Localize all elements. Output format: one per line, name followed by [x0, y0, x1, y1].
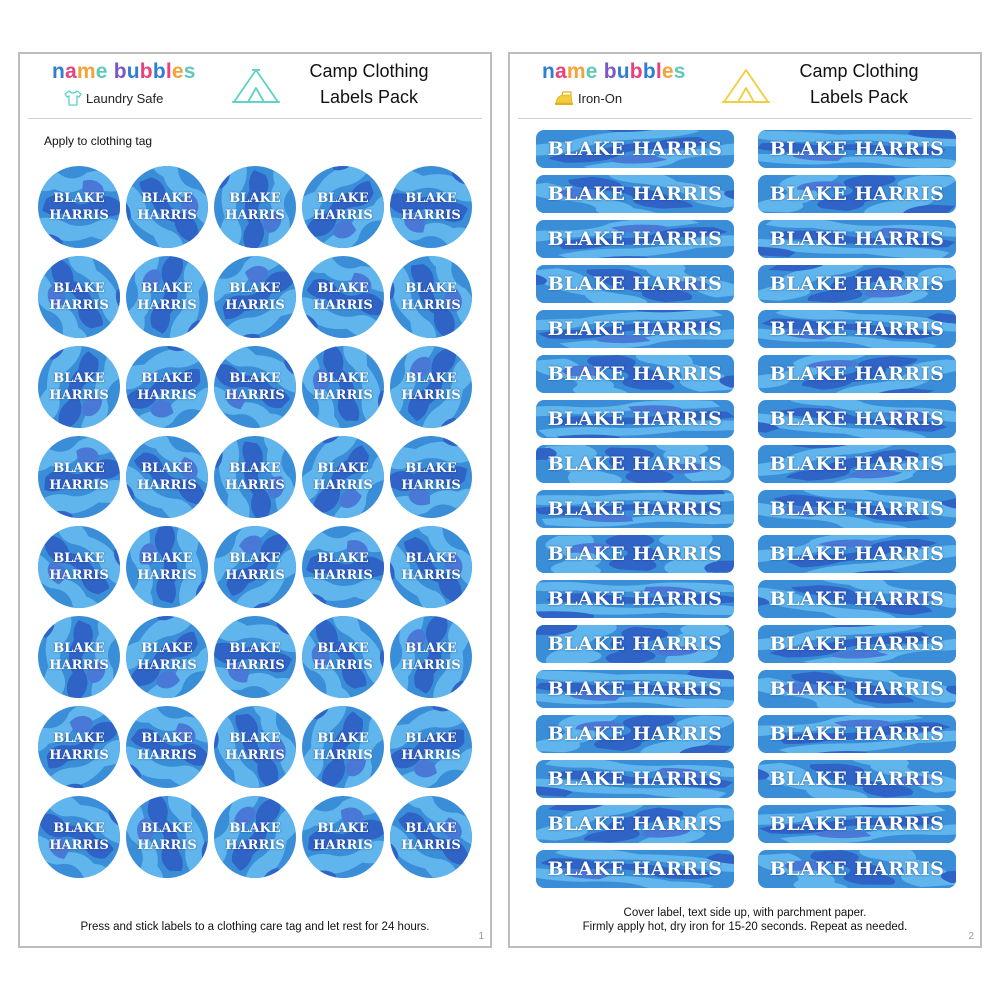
label-last-name: HARRIS	[137, 568, 197, 583]
circle-name-label	[214, 616, 296, 698]
feature-label: Iron-On	[578, 90, 623, 106]
label-first-name: BLAKE	[53, 641, 105, 656]
circle-name-label	[302, 346, 384, 428]
rect-name-label	[758, 220, 956, 258]
label-first-name: BLAKE	[229, 371, 281, 386]
instruction-subtitle: Apply to clothing tag	[44, 134, 153, 148]
label-last-name: HARRIS	[49, 478, 109, 493]
label-name-text: BLAKE HARRIS	[769, 138, 945, 160]
circle-name-label	[126, 526, 208, 608]
label-first-name: BLAKE	[141, 551, 193, 566]
label-name-text: BLAKE HARRIS	[769, 318, 945, 340]
label-last-name: HARRIS	[49, 208, 109, 223]
label-name-text: BLAKE HARRIS	[547, 723, 723, 745]
label-first-name: BLAKE	[405, 551, 457, 566]
label-first-name: BLAKE	[229, 281, 281, 296]
label-name-text: BLAKE HARRIS	[769, 768, 945, 790]
circle-name-label	[126, 706, 208, 788]
label-name-text: BLAKE HARRIS	[769, 723, 945, 745]
circle-name-label	[38, 166, 120, 248]
label-first-name: BLAKE	[317, 371, 369, 386]
label-last-name: HARRIS	[49, 388, 109, 403]
label-last-name: HARRIS	[401, 208, 461, 223]
label-name-text: BLAKE HARRIS	[547, 318, 723, 340]
label-last-name: HARRIS	[225, 748, 285, 763]
label-name-text: BLAKE HARRIS	[769, 633, 945, 655]
circle-name-label	[38, 436, 120, 518]
label-last-name: HARRIS	[49, 298, 109, 313]
label-first-name: BLAKE	[405, 821, 457, 836]
circle-name-label	[214, 346, 296, 428]
label-name-text: BLAKE HARRIS	[769, 228, 945, 250]
label-name-text: BLAKE HARRIS	[769, 543, 945, 565]
shirt-icon	[64, 90, 82, 106]
label-name-text: BLAKE HARRIS	[769, 813, 945, 835]
rect-name-label	[758, 175, 956, 213]
title-line-2: Labels Pack	[809, 87, 909, 107]
circle-name-label	[302, 256, 384, 338]
label-last-name: HARRIS	[137, 478, 197, 493]
label-name-text: BLAKE HARRIS	[547, 498, 723, 520]
iron-on-sheet	[508, 52, 982, 948]
rect-name-label	[536, 220, 734, 258]
rect-name-label	[758, 310, 956, 348]
label-last-name: HARRIS	[401, 748, 461, 763]
label-first-name: BLAKE	[317, 191, 369, 206]
label-first-name: BLAKE	[141, 281, 193, 296]
brand-logo: name bubbles	[52, 60, 196, 83]
header-divider	[518, 118, 972, 119]
feature-label: Laundry Safe	[86, 90, 164, 106]
label-name-text: BLAKE HARRIS	[769, 363, 945, 385]
rect-name-label	[758, 535, 956, 573]
title-line-1: Camp Clothing	[309, 61, 429, 81]
rect-name-label	[758, 805, 956, 843]
label-last-name: HARRIS	[401, 478, 461, 493]
feature-badge	[64, 90, 163, 106]
rect-name-label	[536, 760, 734, 798]
label-first-name: BLAKE	[141, 461, 193, 476]
brand-logo: name bubbles	[542, 60, 686, 83]
label-last-name: HARRIS	[49, 838, 109, 853]
label-name-text: BLAKE HARRIS	[769, 498, 945, 520]
sheet-title	[284, 58, 454, 110]
label-last-name: HARRIS	[137, 748, 197, 763]
label-name-text: BLAKE HARRIS	[769, 678, 945, 700]
label-last-name: HARRIS	[313, 568, 373, 583]
rect-name-label	[536, 490, 734, 528]
circle-name-label	[126, 616, 208, 698]
rect-name-label	[536, 175, 734, 213]
laundry-safe-sheet	[18, 52, 492, 948]
rect-name-label	[536, 625, 734, 663]
rect-name-label	[758, 850, 956, 888]
label-first-name: BLAKE	[141, 371, 193, 386]
label-first-name: BLAKE	[229, 191, 281, 206]
circle-name-label	[214, 256, 296, 338]
label-last-name: HARRIS	[137, 838, 197, 853]
label-first-name: BLAKE	[317, 551, 369, 566]
label-name-text: BLAKE HARRIS	[547, 138, 723, 160]
header-divider	[28, 118, 482, 119]
label-first-name: BLAKE	[53, 731, 105, 746]
label-name-text: BLAKE HARRIS	[547, 858, 723, 880]
circle-name-label	[126, 256, 208, 338]
rect-name-label	[758, 715, 956, 753]
label-last-name: HARRIS	[313, 838, 373, 853]
label-last-name: HARRIS	[401, 568, 461, 583]
circle-name-label	[38, 256, 120, 338]
label-name-text: BLAKE HARRIS	[769, 183, 945, 205]
label-last-name: HARRIS	[313, 478, 373, 493]
rect-name-label	[536, 805, 734, 843]
label-last-name: HARRIS	[137, 298, 197, 313]
tent-icon	[720, 66, 772, 106]
label-last-name: HARRIS	[49, 748, 109, 763]
circle-name-label	[302, 616, 384, 698]
label-first-name: BLAKE	[229, 731, 281, 746]
label-first-name: BLAKE	[141, 191, 193, 206]
rect-name-label	[536, 310, 734, 348]
rect-name-label	[758, 625, 956, 663]
label-last-name: HARRIS	[49, 568, 109, 583]
circle-name-label	[126, 436, 208, 518]
label-name-text: BLAKE HARRIS	[769, 858, 945, 880]
footer-line-2: Firmly apply hot, dry iron for 15-20 seconds. Repeat as needed.	[582, 921, 908, 933]
circle-name-label	[302, 796, 384, 878]
circle-name-label	[390, 526, 472, 608]
circle-name-label	[390, 706, 472, 788]
label-last-name: HARRIS	[225, 478, 285, 493]
label-last-name: HARRIS	[401, 658, 461, 673]
label-first-name: BLAKE	[229, 551, 281, 566]
rect-name-label	[536, 355, 734, 393]
rect-name-label	[536, 265, 734, 303]
label-first-name: BLAKE	[53, 371, 105, 386]
title-line-1: Camp Clothing	[799, 61, 919, 81]
label-name-text: BLAKE HARRIS	[547, 363, 723, 385]
circle-name-label	[126, 796, 208, 878]
circle-name-label	[214, 526, 296, 608]
label-first-name: BLAKE	[405, 191, 457, 206]
label-name-text: BLAKE HARRIS	[769, 588, 945, 610]
label-first-name: BLAKE	[141, 731, 193, 746]
circle-name-label	[390, 796, 472, 878]
rect-name-label	[536, 130, 734, 168]
label-name-text: BLAKE HARRIS	[547, 678, 723, 700]
circle-name-label	[38, 346, 120, 428]
rect-name-label	[758, 760, 956, 798]
rect-name-label	[536, 850, 734, 888]
circle-name-label	[214, 706, 296, 788]
instructions-footer	[30, 920, 480, 934]
circle-name-label	[214, 796, 296, 878]
label-last-name: HARRIS	[313, 388, 373, 403]
rect-name-label	[758, 670, 956, 708]
footer-line-1: Cover label, text side up, with parchment paper.	[623, 907, 867, 919]
label-first-name: BLAKE	[141, 641, 193, 656]
label-first-name: BLAKE	[141, 821, 193, 836]
rect-name-label	[758, 265, 956, 303]
rect-name-label	[536, 445, 734, 483]
label-last-name: HARRIS	[137, 658, 197, 673]
circle-name-label	[38, 616, 120, 698]
instructions-footer	[520, 906, 970, 934]
rect-name-label	[758, 400, 956, 438]
label-first-name: BLAKE	[405, 641, 457, 656]
label-first-name: BLAKE	[317, 641, 369, 656]
label-first-name: BLAKE	[53, 281, 105, 296]
rect-name-label	[536, 715, 734, 753]
iron-icon	[554, 90, 574, 106]
label-first-name: BLAKE	[53, 461, 105, 476]
label-first-name: BLAKE	[317, 821, 369, 836]
label-name-text: BLAKE HARRIS	[547, 228, 723, 250]
label-last-name: HARRIS	[313, 748, 373, 763]
label-last-name: HARRIS	[225, 298, 285, 313]
label-name-text: BLAKE HARRIS	[547, 453, 723, 475]
label-last-name: HARRIS	[225, 568, 285, 583]
tent-icon	[230, 66, 282, 106]
circle-name-label	[390, 166, 472, 248]
label-first-name: BLAKE	[317, 731, 369, 746]
label-first-name: BLAKE	[405, 281, 457, 296]
circle-name-label	[214, 436, 296, 518]
circle-name-label	[390, 436, 472, 518]
label-name-text: BLAKE HARRIS	[769, 453, 945, 475]
label-name-text: BLAKE HARRIS	[547, 813, 723, 835]
circle-name-label	[390, 346, 472, 428]
rect-name-label	[536, 400, 734, 438]
label-first-name: BLAKE	[229, 461, 281, 476]
label-first-name: BLAKE	[405, 461, 457, 476]
label-first-name: BLAKE	[405, 731, 457, 746]
circle-label-grid	[38, 166, 478, 886]
label-name-text: BLAKE HARRIS	[769, 408, 945, 430]
label-first-name: BLAKE	[53, 191, 105, 206]
label-last-name: HARRIS	[401, 388, 461, 403]
label-last-name: HARRIS	[313, 208, 373, 223]
label-last-name: HARRIS	[225, 388, 285, 403]
rect-name-label	[536, 580, 734, 618]
label-name-text: BLAKE HARRIS	[769, 273, 945, 295]
circle-name-label	[302, 166, 384, 248]
label-first-name: BLAKE	[229, 821, 281, 836]
label-first-name: BLAKE	[317, 281, 369, 296]
label-last-name: HARRIS	[401, 838, 461, 853]
circle-name-label	[302, 706, 384, 788]
label-first-name: BLAKE	[53, 821, 105, 836]
circle-name-label	[126, 346, 208, 428]
label-last-name: HARRIS	[225, 658, 285, 673]
rect-name-label	[758, 580, 956, 618]
label-first-name: BLAKE	[229, 641, 281, 656]
label-last-name: HARRIS	[225, 208, 285, 223]
rect-name-label	[536, 535, 734, 573]
label-name-text: BLAKE HARRIS	[547, 543, 723, 565]
rect-name-label	[758, 130, 956, 168]
feature-badge	[554, 90, 622, 106]
label-first-name: BLAKE	[405, 371, 457, 386]
circle-name-label	[302, 436, 384, 518]
rect-name-label	[758, 445, 956, 483]
circle-name-label	[390, 616, 472, 698]
label-last-name: HARRIS	[137, 388, 197, 403]
label-last-name: HARRIS	[313, 658, 373, 673]
label-name-text: BLAKE HARRIS	[547, 768, 723, 790]
circle-name-label	[38, 526, 120, 608]
label-name-text: BLAKE HARRIS	[547, 273, 723, 295]
title-line-2: Labels Pack	[319, 87, 419, 107]
page-number: 1	[478, 931, 484, 942]
label-last-name: HARRIS	[401, 298, 461, 313]
circle-name-label	[126, 166, 208, 248]
footer-line-1: Press and stick labels to a clothing care tag and let rest for 24 hours.	[80, 921, 430, 933]
circle-name-label	[214, 166, 296, 248]
label-name-text: BLAKE HARRIS	[547, 183, 723, 205]
label-first-name: BLAKE	[317, 461, 369, 476]
label-last-name: HARRIS	[49, 658, 109, 673]
label-name-text: BLAKE HARRIS	[547, 588, 723, 610]
label-last-name: HARRIS	[225, 838, 285, 853]
circle-name-label	[38, 796, 120, 878]
sheet-title	[774, 58, 944, 110]
label-name-text: BLAKE HARRIS	[547, 633, 723, 655]
circle-name-label	[390, 256, 472, 338]
rect-name-label	[758, 355, 956, 393]
label-first-name: BLAKE	[53, 551, 105, 566]
label-last-name: HARRIS	[313, 298, 373, 313]
rect-name-label	[758, 490, 956, 528]
rect-name-label	[536, 670, 734, 708]
label-name-text: BLAKE HARRIS	[547, 408, 723, 430]
label-last-name: HARRIS	[137, 208, 197, 223]
page-number: 2	[968, 931, 974, 942]
circle-name-label	[302, 526, 384, 608]
circle-name-label	[38, 706, 120, 788]
